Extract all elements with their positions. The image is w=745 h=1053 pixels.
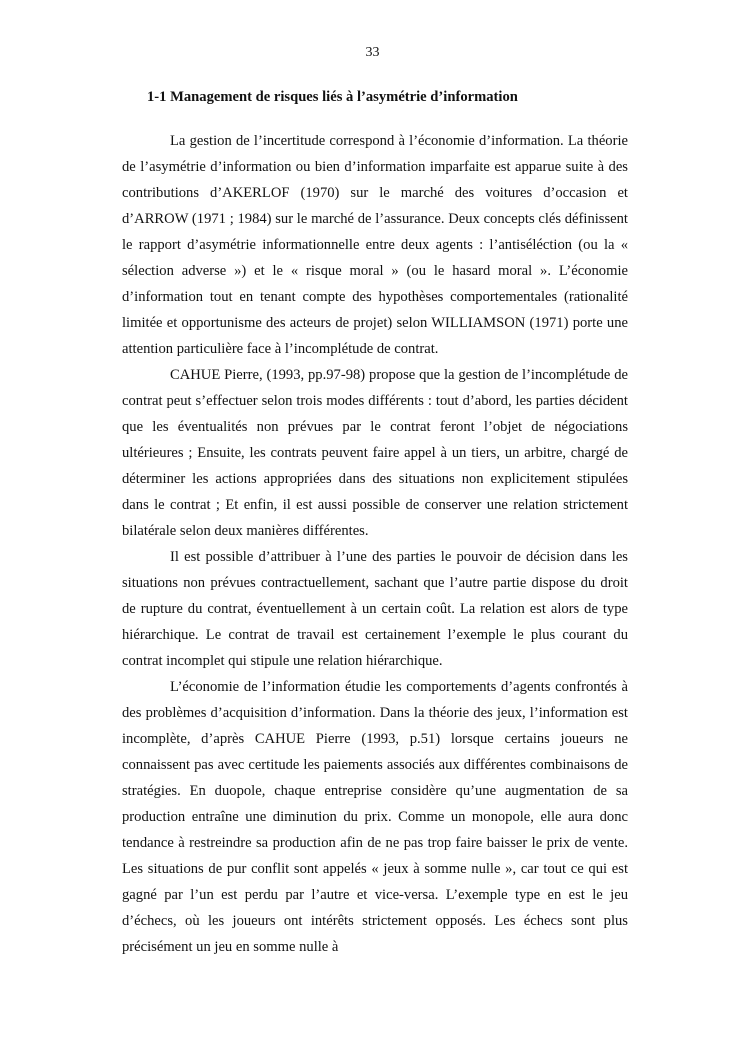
paragraph: L’économie de l’information étudie les comportements d’agents confrontés à des problèmes d’acquisition d’information. Dans la théorie des jeux, l’information est incomplète, d’après CAHUE Pierre (1993, p.51) lorsque certains joueurs ne connaissent pas avec certitude les paiements associés aux différentes combinaisons de stratégies. En duopole, chaque entreprise considère qu’une augmentation de sa production entraîne une diminution du prix. Comme un monopole, elle aura donc tendance à restreindre sa production afin de ne pas trop faire baisser le prix de vente. Les situations de pur conflit sont appelés « jeux à somme nulle », car tout ce qui est gagné par l’un est perdu par l’autre et vice-versa. L’exemple type en est le jeu d’échecs, où les joueurs ont intérêts strictement opposés. Les échecs sont plus précisément un jeu en somme nulle à	[122, 679, 628, 955]
paragraph: CAHUE Pierre, (1993, pp.97-98) propose que la gestion de l’incomplétude de contrat peut s’effectuer selon trois modes différents : tout d’abord, les parties décident que les éventualités non prévues par le contrat feront l’objet de négociations ultérieures ; Ensuite, les contrats peuvent faire appel à un tiers, un arbitre, chargé de déterminer les actions appropriées dans des situations non explicitement stipulées dans le contrat ; Et enfin, il est aussi possible de conserver une relation strictement bilatérale selon deux manières différentes.	[122, 367, 628, 539]
body-text	[122, 128, 628, 960]
paragraph: La gestion de l’incertitude correspond à l’économie d’information. La théorie de l’asymétrie d’information ou bien d’information imparfaite est apparue suite à des contributions d’AKERLOF (1970) sur le marché des voitures d’occasion et d’ARROW (1971 ; 1984) sur le marché de l’assurance. Deux concepts clés définissent le rapport d’asymétrie informationnelle entre deux agents : l’antiséléction (ou la « sélection adverse ») et le « risque moral » (ou le hasard moral ». L’économie d’information tout en tenant compte des hypothèses comportementales (rationalité limitée et opportunisme des acteurs de projet) selon WILLIAMSON (1971) porte une attention particulière face à l’incomplétude de contrat.	[122, 133, 628, 357]
page-number: 33	[365, 45, 380, 60]
paragraph: Il est possible d’attribuer à l’une des parties le pouvoir de décision dans les situations non prévues contractuellement, sachant que l’autre partie dispose du droit de rupture du contrat, éventuellement à un certain coût. La relation est alors de type hiérarchique. Le contrat de travail est certainement l’exemple le plus courant du contrat incomplet qui stipule une relation hiérarchique.	[122, 549, 628, 669]
section-heading: 1-1 Management de risques liés à l’asymétrie d’information	[147, 89, 518, 105]
